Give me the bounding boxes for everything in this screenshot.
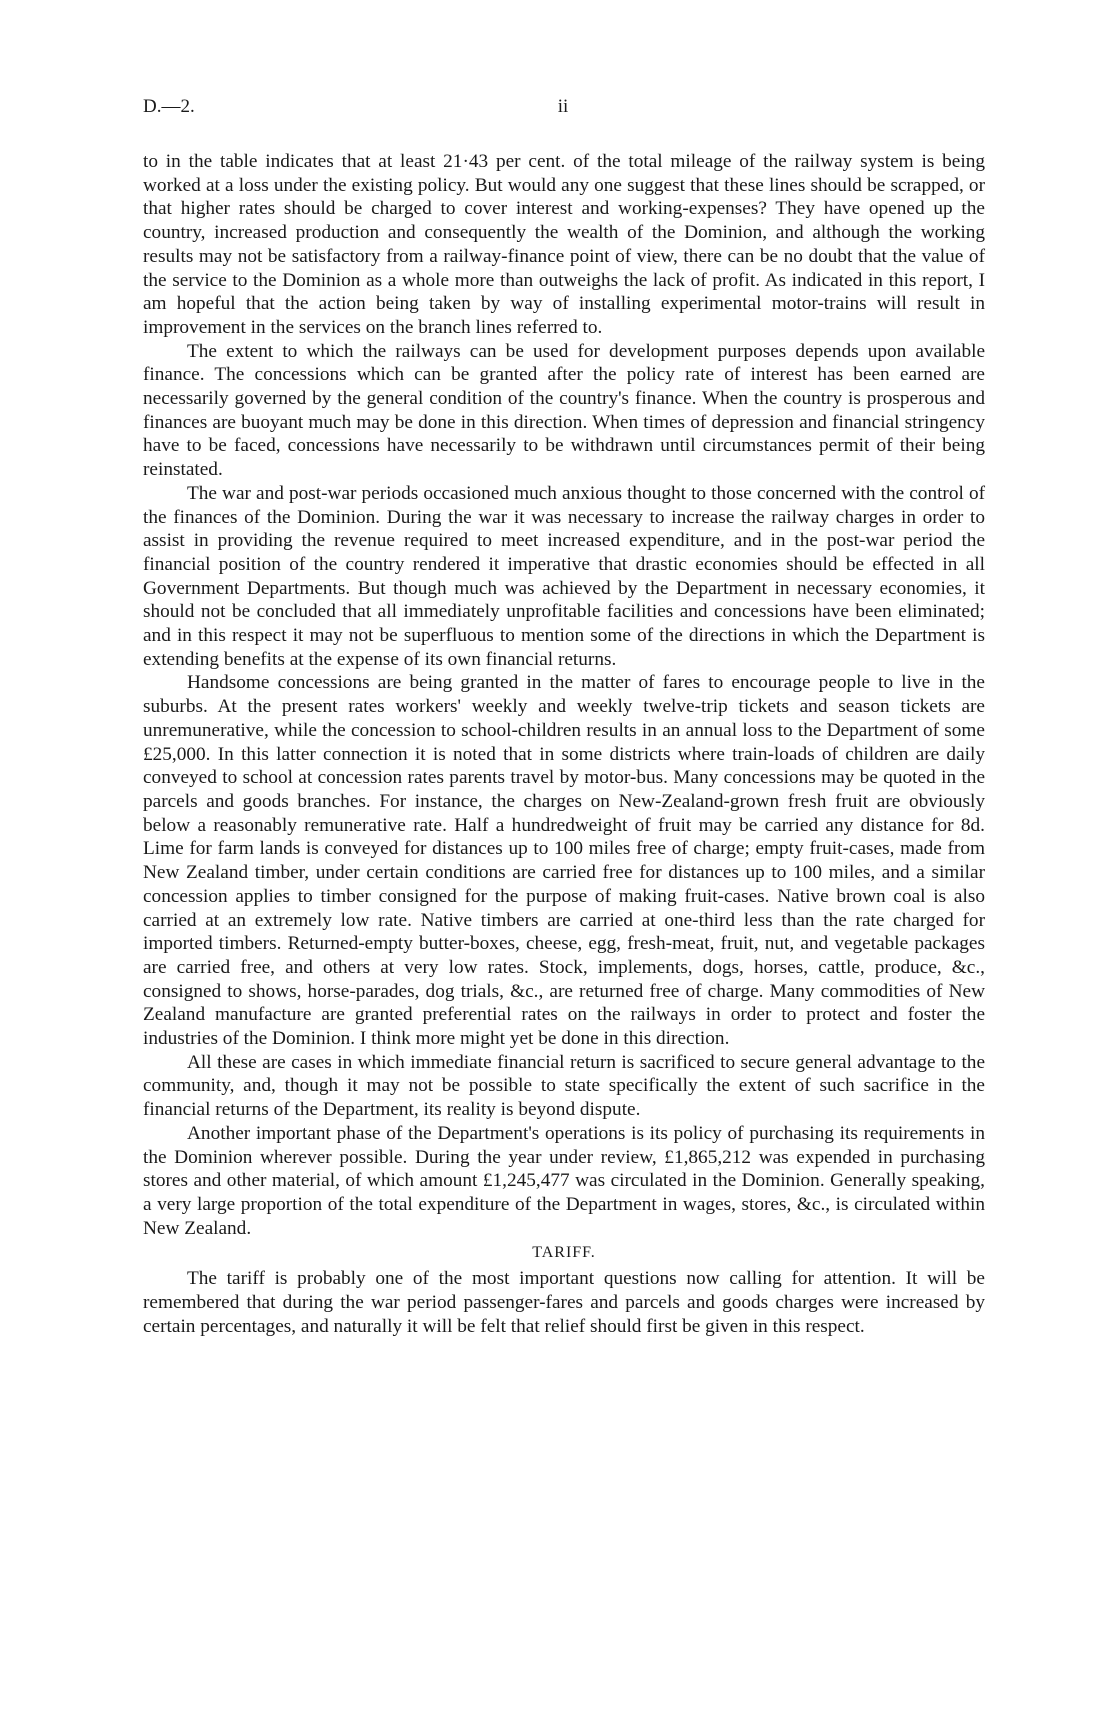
paragraph-concessions: Handsome concessions are being granted in the matter of fares to encourage people to live in the suburbs. At the present rates workers' weekly and weekly twelve-trip tickets and season tickets are unremunerative, while the concession to school-children results in an annual loss to the Department of some £25,000. In this latter connection it is noted that in some districts where train-loads of children are daily conveyed to school at concession rates parents travel by motor-bus. Many concessions may be quoted in the parcels and goods branches. For instance, the charges on New-Zealand-grown fresh fruit are obviously below a reasonably remunerative rate. Half a hundredweight of fruit may be carried any distance for 8d. Lime for farm lands is conveyed for distances up to 100 miles free of charge; empty fruit-cases, made from New Zealand timber, under certain conditions are carried free for distances up to 100 miles, and a similar concession applies to timber consigned for the purpose of making fruit-cases. Native brown coal is also carried at an extremely low rate. Native timbers are carried at one-third less than the rate charged for imported timbers. Returned-empty butter-boxes, cheese, egg, fresh-meat, fruit, nut, and vegetable packages are carried free, and others at very low rates. Stock, implements, dogs, horses, cattle, produce, &c., consigned to shows, horse-parades, dog trials, &c., are returned free of charge. Many commodities of New Zealand manufacture are granted preferential rates on the railways in order to protect and foster the industries of the Dominion. I think more might yet be done in this direction.	[143, 672, 985, 1050]
page-header	[143, 96, 983, 126]
paragraph-community-advantage: All these are cases in which immediate financial return is sacrificed to secure general advantage to the community, and, though it may not be possible to state specifically the extent of such sacrifice in the financial returns of the Department, its reality is beyond dispute.	[143, 1051, 985, 1121]
paragraph-purchasing-policy: Another important phase of the Department's operations is its policy of purchasing its requirements in the Dominion wherever possible. During the year under review, £1,865,212 was expended in purchasing stores and other material, of which amount £1,245,477 was circulated in the Dominion. Generally speaking, a very large proportion of the total expenditure of the Department in wages, stores, &c., is circulated within New Zealand.	[143, 1122, 985, 1239]
paragraph-war-periods: The war and post-war periods occasioned much anxious thought to those concerned with the control of the finances of the Dominion. During the war it was necessary to increase the railway charges in order to assist in providing the revenue required to meet increased expenditure, and in the post-war period the financial position of the country rendered it imperative that drastic economies should be effected in all Government Departments. But though much was achieved by the Department in necessary economies, it should not be concluded that all immediately unprofitable facilities and concessions have been eliminated; and in this respect it may not be superfluous to mention some of the directions in which the Department is extending benefits at the expense of its own financial returns.	[143, 482, 985, 670]
document-reference: D.—2.	[143, 96, 195, 117]
page-number: ii	[557, 96, 569, 117]
paragraph-development-finance: The extent to which the railways can be used for development purposes depends upon available finance. The concessions which can be granted after the policy rate of interest has been earned are necessarily governed by the general condition of the country's finance. When the country is prosperous and finances are buoyant much may be done in this direction. When times of depression and financial stringency have to be faced, concessions have necessarily to be withdrawn until circumstances permit of their being reinstated.	[143, 340, 985, 481]
paragraph-continuation: to in the table indicates that at least 21·43 per cent. of the total mileage of the railway system is being worked at a loss under the existing policy. But would any one suggest that these lines should be scrapped, or that higher rates should be charged to cover interest and working-expenses? They have opened up the country, increased production and consequently the wealth of the Dominion, and although the working results may not be satisfactory from a railway-finance point of view, there can be no doubt that the value of the service to the Dominion as a whole more than outweighs the lack of profit. As indicated in this report, I am hopeful that the action being taken by way of installing experimental motor-trains will result in improvement in the services on the branch lines referred to.	[143, 151, 985, 338]
body-text	[143, 150, 985, 1338]
paragraph-tariff: The tariff is probably one of the most important questions now calling for attention. It will be remembered that during the war period passenger-fares and parcels and goods charges were increased by certain percentages, and naturally it will be felt that relief should first be given in this respect.	[143, 1268, 985, 1337]
section-heading-tariff: TARIFF.	[532, 1244, 596, 1262]
